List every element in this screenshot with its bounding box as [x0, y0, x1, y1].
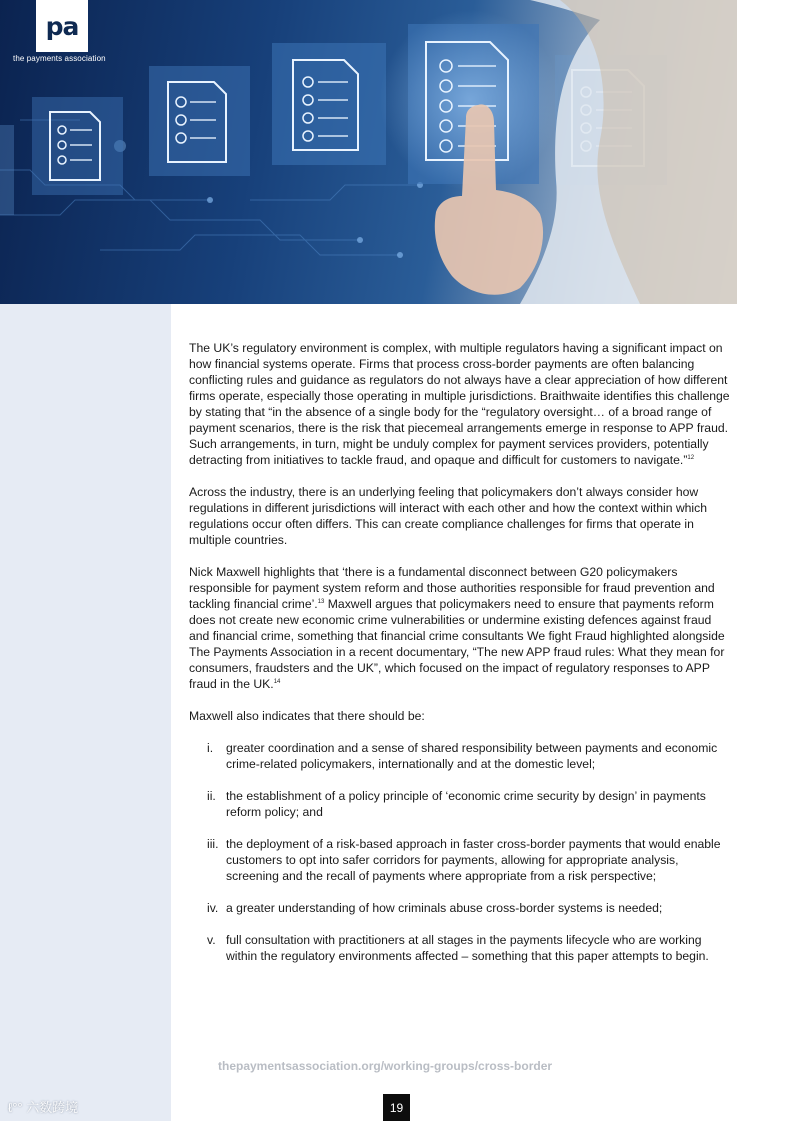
- logo-mark: pa: [45, 11, 79, 41]
- list-text: full consultation with practitioners at all stages in the payments lifecycle who are working within the regulatory environments affected – something that this paper attempts to begin.: [226, 933, 709, 963]
- hero-image: [0, 0, 737, 304]
- list-number: iv.: [207, 901, 219, 915]
- list-text: greater coordination and a sense of shared responsibility between payments and economic crime-related policymakers, internationally and at the domestic level;: [226, 741, 718, 771]
- footnote-ref: 13: [317, 598, 325, 605]
- logo: [36, 0, 88, 52]
- list-item: [189, 836, 734, 884]
- paragraph: Maxwell also indicates that there should be:: [189, 709, 425, 723]
- brand-caption: the payments association: [13, 54, 106, 63]
- list-text: a greater understanding of how criminals abuse cross-border systems is needed;: [226, 901, 663, 915]
- list-text: the establishment of a policy principle of ‘economic crime security by design’ in payments reform policy; and: [226, 789, 706, 819]
- paragraph-text: The UK’s regulatory environment is complex, with multiple regulators having a significant impact on how financial systems operate. Firms that process cross-border payments are often balancing conflicting rules and guidance as regulators do not always have a clear appreciation of how different firms operate, especially those operating in multiple jurisdictions. Braithwaite identifies this challenge by stating that “in the absence of a single body for the “regulatory oversight… of a broad range of payment scenarios, there is the risk that piecemeal arrangements emerge in response to APP fraud. Such arrangements, in turn, might be unduly complex for payment services providers, potentially detracting from initiatives to tackle fraud, and opaque and difficult for customers to navigate.”: [189, 341, 730, 467]
- list-number: v.: [207, 933, 216, 947]
- list-number: ii.: [207, 789, 216, 803]
- list-item: [189, 788, 734, 820]
- paragraph: [189, 340, 734, 468]
- page-number: 19: [383, 1094, 410, 1121]
- list-item: [189, 740, 734, 772]
- sidebar-panel: [0, 304, 171, 1121]
- paragraph-text: Nick Maxwell highlights that ‘there is a fundamental disconnect between G20 policymakers responsible for payment system reform and those authorities responsible for fraud prevention and tackling financial crime’.: [189, 565, 715, 611]
- watermark: ℓ°° 六数跨境: [8, 1100, 79, 1115]
- digital-documents-illustration: [0, 0, 737, 304]
- footnote-ref: 14: [273, 678, 281, 685]
- list-item: [189, 932, 734, 964]
- paragraph: [189, 564, 734, 692]
- article-body: [189, 340, 734, 980]
- list-number: i.: [207, 741, 214, 755]
- list-text: the deployment of a risk-based approach in faster cross-border payments that would enable customers to opt into safer corridors for payments, allowing for appropriate analysis, screening and the recall of payments where appropriate from a risk perspective;: [226, 837, 721, 883]
- paragraph-text: Maxwell argues that policymakers need to ensure that payments reform does not create new economic crime vulnerabilities or undermine existing defences against fraud and financial crime, something that financial crime consultants We fight Fraud highlighted alongside The Payments Association in a recent documentary, “The new APP fraud rules: What they mean for consumers, fraudsters and the UK”, which focused on the impact of regulatory responses to APP fraud in the UK.: [189, 597, 725, 691]
- list-number: iii.: [207, 837, 219, 851]
- paragraph: Across the industry, there is an underlying feeling that policymakers don’t always consider how regulations in different jurisdictions will interact with each other and how the context within which regulations occur often differs. This can create compliance challenges for firms that operate in multiple countries.: [189, 485, 708, 547]
- recommendation-list: [189, 740, 734, 964]
- list-item: [189, 900, 734, 916]
- footnote-ref: 12: [687, 454, 695, 461]
- footer-link[interactable]: thepaymentsassociation.org/working-groups/cross-border: [218, 1059, 553, 1073]
